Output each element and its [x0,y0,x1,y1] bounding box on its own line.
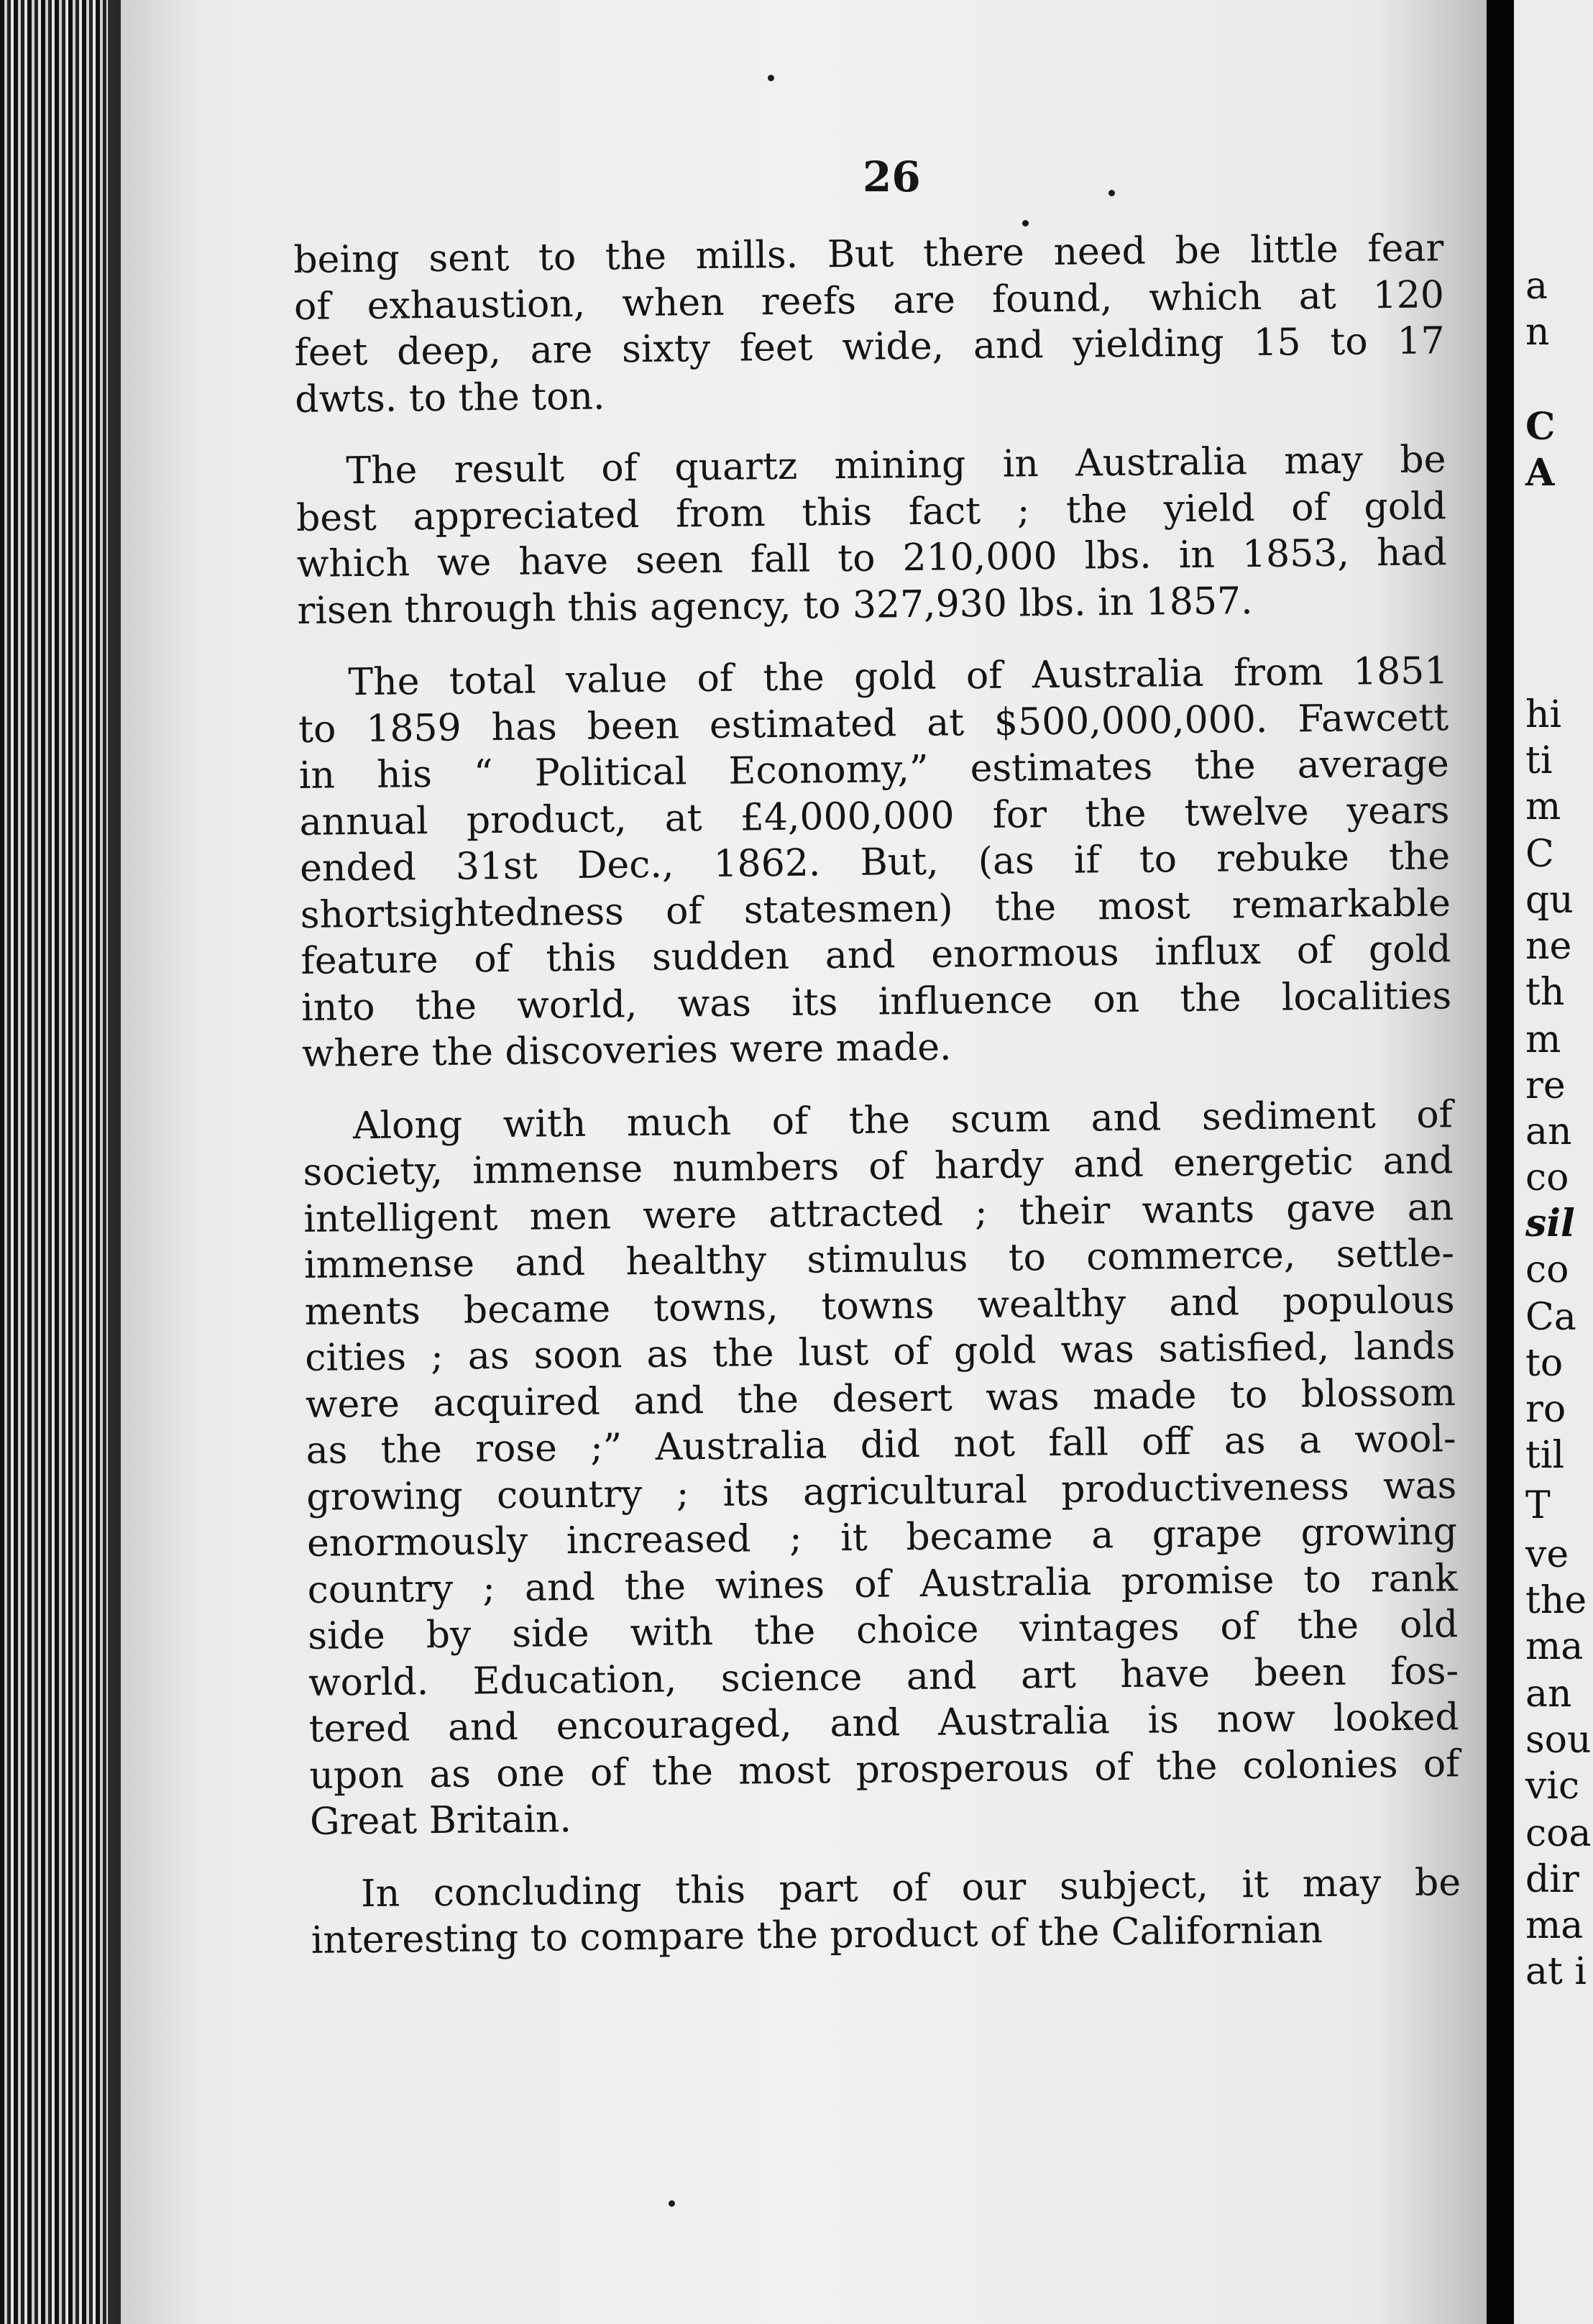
adjacent-fragment: m [1525,1018,1561,1061]
adjacent-fragment: ma [1525,1904,1584,1947]
text-line: risen through this agency, to 327,930 lbs. in 1857. [297,579,1253,633]
adjacent-fragment: co [1525,1156,1569,1199]
adjacent-fragment: to [1525,1342,1564,1385]
paragraph [303,1092,1461,1846]
text-line: ended 31st Dec., 1862. But, (as if to rebuke the [299,835,1451,890]
text-line: growing country ; its agricultural productiveness was [306,1463,1457,1519]
page-number: 26 [863,152,921,201]
paragraph [295,436,1448,634]
print-speck [1022,220,1029,227]
adjacent-fragment: til [1525,1434,1565,1477]
page-divider [1487,0,1514,2324]
adjacent-fragment: qu [1525,879,1574,922]
text-line: as the rose ;” Australia did not fall off as a wool- [306,1417,1456,1473]
adjacent-fragment: an [1525,1110,1572,1153]
text-line: society, immense numbers of hardy and energetic and [303,1139,1454,1194]
adjacent-fragment: ne [1525,925,1572,968]
text-line: Along with much of the scum and sediment of [352,1092,1454,1148]
text-line: tered and encouraged, and Australia is now looked [308,1696,1459,1751]
text-line: country ; and the wines of Australia promise to rank [307,1556,1458,1612]
text-line: annual product, at £4,000,000 for the twelve years [299,788,1450,844]
text-line: dwts. to the ton. [295,374,605,421]
adjacent-fragment: coa [1525,1812,1592,1855]
adjacent-fragment: sou [1525,1719,1592,1762]
page-body-text [293,225,1461,1964]
text-line: feature of this sudden and enormous influx of gold [300,928,1451,983]
adjacent-fragment: ve [1525,1533,1569,1576]
paragraph [311,1859,1461,1964]
text-line: where the discoveries were made. [301,1025,952,1076]
adjacent-page-edge [1514,0,1593,2324]
print-speck [669,2200,675,2207]
text-line: shortsightedness of statesmen) the most remarkable [300,881,1451,937]
text-line: which we have seen fall to 210,000 lbs. in 1853, had [296,531,1447,586]
text-line: were acquired and the desert was made to blossom [305,1371,1456,1427]
text-line: enormously increased ; it became a grape growing [306,1510,1458,1565]
adjacent-fragment: dir [1525,1858,1579,1901]
paragraph [298,648,1452,1077]
adjacent-fragment: re [1525,1064,1566,1107]
adjacent-fragment: an [1525,1673,1572,1716]
text-line: into the world, was its influence on the localities [300,974,1452,1030]
adjacent-fragment: hi [1525,693,1562,736]
text-line: In concluding this part of our subject, it may be [360,1860,1461,1916]
adjacent-fragment: a [1525,265,1548,308]
text-line: being sent to the mills. But there need be little fear [293,227,1444,282]
adjacent-fragment: co [1525,1248,1569,1291]
text-line: feet deep, are sixty feet wide, and yielding 15 to 17 [294,319,1445,375]
adjacent-fragment: ma [1525,1625,1584,1668]
text-line: world. Education, science and art have been fos- [308,1649,1459,1705]
text-line: The result of quartz mining in Australia may be [346,438,1446,493]
text-line: of exhaustion, when reefs are found, which at 120 [293,273,1445,329]
adjacent-fragment: the [1525,1579,1587,1622]
binding-gutter [0,0,108,2324]
adjacent-fragment: A [1525,451,1555,495]
text-line: upon as one of the most prosperous of the colonies of [309,1742,1460,1798]
text-line: interesting to compare the product of the Californian [311,1908,1323,1962]
adjacent-fragment: C [1525,833,1554,876]
adjacent-fragment: Ca [1525,1296,1576,1339]
adjacent-fragment: at i [1525,1950,1587,1993]
text-line: side by side with the choice vintages of the old [308,1603,1459,1658]
adjacent-fragment: T [1525,1484,1551,1527]
text-line: intelligent men were attracted ; their wants gave an [303,1185,1454,1241]
adjacent-fragment: th [1525,971,1565,1014]
adjacent-fragment: sil [1525,1202,1575,1245]
text-line: cities ; as soon as the lust of gold was satisfied, lands [305,1325,1456,1380]
adjacent-fragment: vic [1525,1765,1580,1808]
text-line: The total value of the gold of Australia from 1851 [348,649,1449,705]
text-line: immense and healthy stimulus to commerce, settle- [303,1232,1455,1287]
print-speck [768,75,774,81]
text-line: best appreciated from this fact ; the yield of gold [295,484,1447,540]
paragraph [293,225,1446,423]
adjacent-fragment: ro [1525,1388,1566,1431]
print-speck [1108,190,1115,196]
text-line: in his “ Political Economy,” estimates the average [298,742,1450,797]
adjacent-fragment: C [1525,405,1556,449]
gutter-shadow [108,0,121,2324]
text-line: to 1859 has been estimated at $500,000,000. Fawcett [298,695,1449,751]
text-line: Great Britain. [309,1798,572,1844]
text-line: ments became towns, towns wealthy and populous [304,1278,1455,1334]
adjacent-fragment: n [1525,311,1550,354]
adjacent-fragment: m [1525,785,1561,828]
adjacent-fragment: ti [1525,739,1553,782]
